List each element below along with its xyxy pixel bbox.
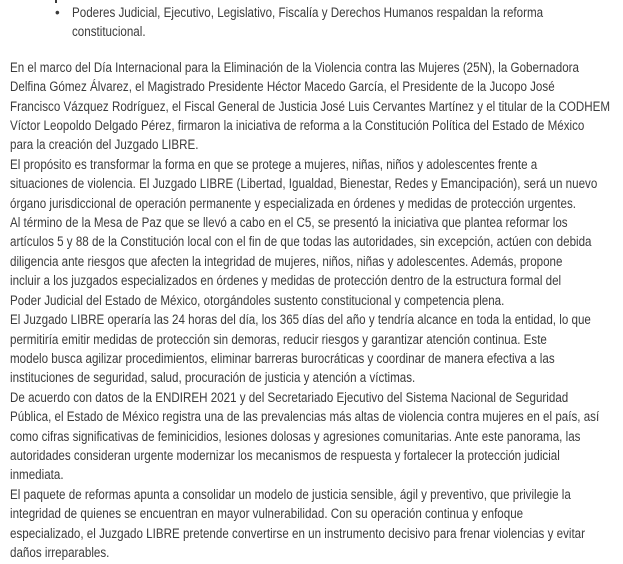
text-line: De acuerdo con datos de la ENDIREH 2021 y del Secretariado Ejecutivo del Sistema Nacional de Seguridad <box>10 389 569 405</box>
text-line: Pública, el Estado de México registra una de las prevalencias más altas de violencia contra mujeres en el país, así <box>10 409 600 425</box>
bullet-item <box>55 3 623 42</box>
text-line: Poder Judicial del Estado de México, otorgándoles sustento constitucional y competencia plena. <box>10 292 505 308</box>
text-line: Delfina Gómez Álvarez, el Magistrado Presidente Héctor Macedo García, el Presidente de la Jucopo José <box>10 79 555 95</box>
text-line: daños irreparables. <box>10 544 110 560</box>
paragraph <box>10 310 623 388</box>
text-line: como cifras significativas de feminicidios, lesiones dolosas y agresiones comunitarias. Ante este panorama, las <box>10 428 581 444</box>
text-line: incluir a los juzgados especializados en órdenes y medidas de protección dentro de la estructura formal del <box>10 273 562 289</box>
text-line: situaciones de violencia. El Juzgado LIBRE (Libertad, Igualdad, Bienestar, Redes y Emancipación), será un nuevo <box>10 176 598 192</box>
text-line: Víctor Leopoldo Delgado Pérez, firmaron la iniciativa de reforma a la Constitución Política del Estado de México <box>10 118 585 134</box>
text-line: inmediata. <box>10 467 64 483</box>
text-line: permitiría emitir medidas de protección sin demoras, reducir riesgos y garantizar atención continua. Este <box>10 331 547 347</box>
bullet-text <box>72 3 623 42</box>
text-line: especializado, el Juzgado LIBRE pretende convertirse en un instrumento decisivo para frenar violencias y evitar <box>10 525 586 541</box>
text-line: El Juzgado LIBRE operaría las 24 horas del día, los 365 días del año y tendría alcance en toda la entidad, lo que <box>10 312 591 328</box>
text-line: Al término de la Mesa de Paz que se llevó a cabo en el C5, se presentó la iniciativa que plantea reformar los <box>10 215 568 231</box>
clipped-text-artifact <box>55 0 57 3</box>
paragraph <box>10 155 623 213</box>
text-line: artículos 5 y 88 de la Constitución local con el fin de que todas las autoridades, sin excepción, actúen con debida <box>10 234 592 250</box>
text-line: constitucional. <box>72 24 146 40</box>
text-line: Poderes Judicial, Ejecutivo, Legislativo, Fiscalía y Derechos Humanos respaldan la reforma <box>72 5 544 20</box>
text-line: órgano jurisdiccional de operación permanente y especializada en órdenes y medidas de protección urgentes. <box>10 195 577 211</box>
paragraph <box>10 58 623 155</box>
text-line: En el marco del Día Internacional para la Eliminación de la Violencia contra las Mujeres (25N), la Gobernadora <box>10 59 579 75</box>
paragraph <box>10 485 623 563</box>
paragraph <box>10 213 623 310</box>
text-line: integridad de quienes se encuentran en mayor vulnerabilidad. Con su operación continua y enfoque <box>10 506 524 522</box>
text-line: El propósito es transformar la forma en que se protege a mujeres, niñas, niños y adolescentes frente a <box>10 156 538 172</box>
bullet-marker-icon: • <box>55 5 60 20</box>
text-line: diligencia ante riesgos que afecten la integridad de mujeres, niños, niñas y adolescentes. Además, propone <box>10 253 563 269</box>
bullet-list <box>0 0 623 42</box>
text-line: Francisco Vázquez Rodríguez, el Fiscal General de Justicia José Luis Cervantes Martínez y el titular de la CODHEM <box>10 98 611 114</box>
text-line: instituciones de seguridad, salud, procuración de justicia y atención a víctimas. <box>10 370 416 386</box>
text-line: para la creación del Juzgado LIBRE. <box>10 137 199 153</box>
paragraph <box>10 388 623 485</box>
text-line: El paquete de reformas apunta a consolidar un modelo de justicia sensible, ágil y preventivo, que privilegie la <box>10 486 571 502</box>
text-line: autoridades consideran urgente modernizar los mecanismos de respuesta y fortalecer la protección judicial <box>10 447 560 463</box>
article-body <box>10 58 623 563</box>
text-line: modelo busca agilizar procedimientos, eliminar barreras burocráticas y coordinar de manera efectiva a las <box>10 350 555 366</box>
